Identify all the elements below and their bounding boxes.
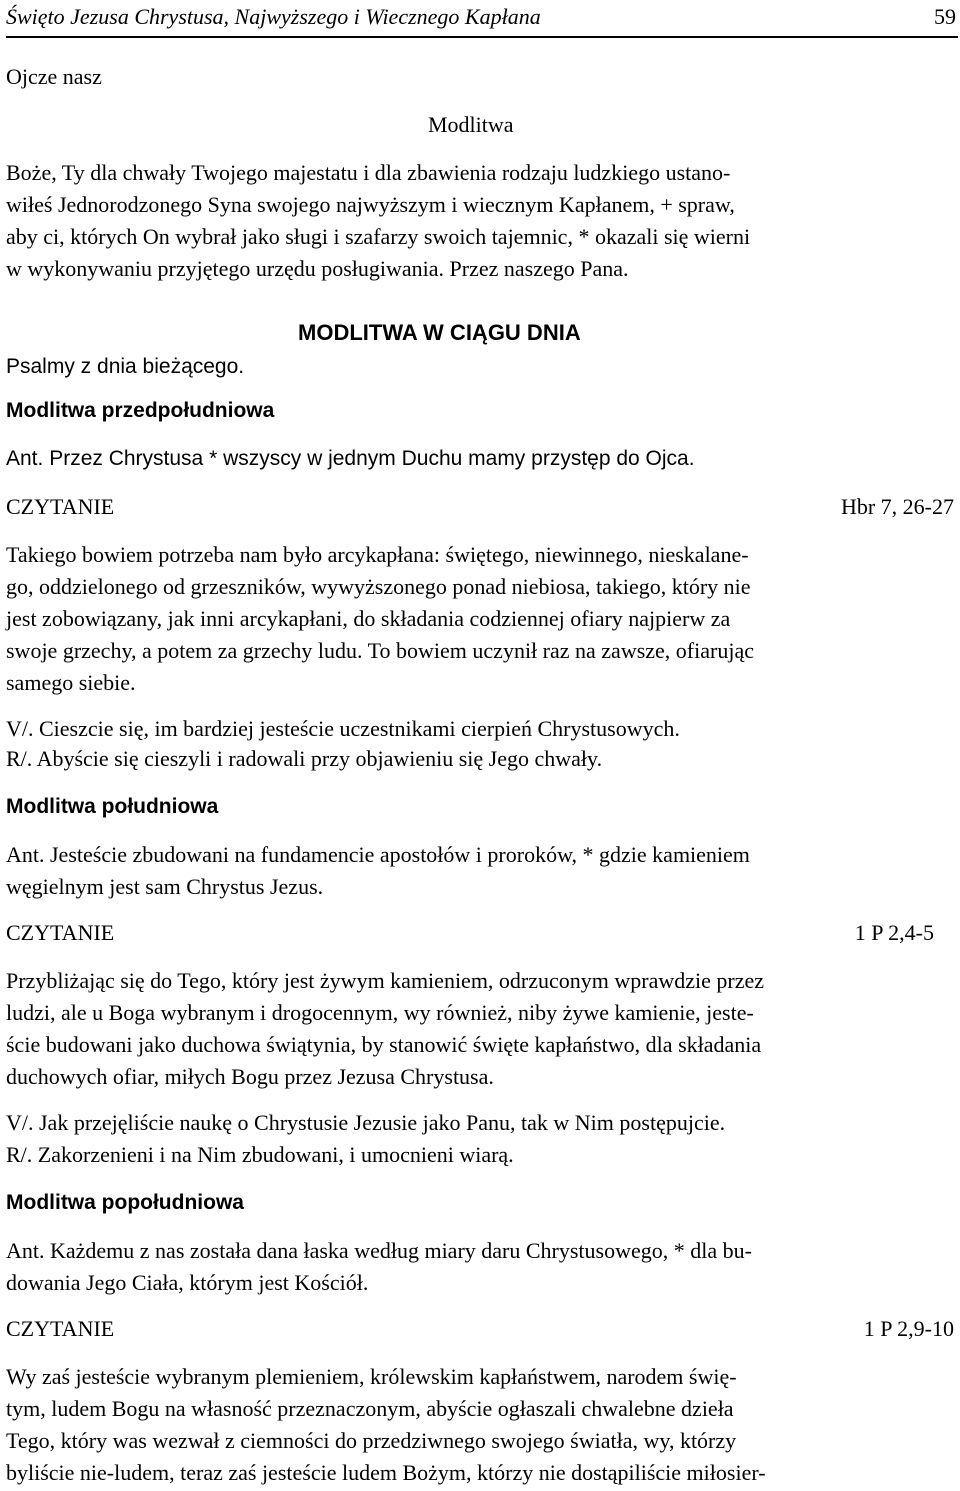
reading-label: CZYTANIE	[6, 494, 115, 519]
versicle: V/. Jak przejęliście naukę o Chrystusie Jezusie jako Panu, tak w Nim postępujcie.	[6, 1110, 726, 1135]
response: R/. Zakorzenieni i na Nim zbudowani, i umocnieni wiarą.	[6, 1142, 514, 1167]
reading-label: CZYTANIE	[6, 920, 115, 945]
reading-line: go, oddzielonego od grzeszników, wywyższonego ponad niebiosa, takiego, który nie	[6, 574, 751, 599]
reading-line: duchowych ofiar, miłych Bogu przez Jezusa Chrystusa.	[6, 1064, 494, 1089]
antiphon: Ant. Przez Chrystusa * wszyscy w jednym Duchu mamy przystęp do Ojca.	[6, 447, 695, 470]
reading-line: Takiego bowiem potrzeba nam było arcykapłana: świętego, niewinnego, nieskalane-	[6, 542, 749, 567]
page-number: 59	[934, 4, 956, 29]
antiphon-line: dowania Jego Ciała, którym jest Kościół.	[6, 1270, 369, 1295]
response: R/. Abyście się cieszyli i radowali przy objawieniu się Jego chwały.	[6, 746, 603, 771]
reading-line: Tego, który was wezwał z ciemności do przedziwnego swojego światła, wy, którzy	[6, 1428, 737, 1453]
reading-line: swoje grzechy, a potem za grzechy ludu. To bowiem uczynił raz na zawsze, ofiarując	[6, 638, 754, 663]
reading-line: byliście nie-ludem, teraz zaś jesteście ludem Bożym, którzy nie dostąpiliście miłosier-	[6, 1460, 766, 1485]
modlitwa-line: aby ci, których On wybrał jako sługi i szafarzy swoich tajemnic, * okazali się wierni	[6, 224, 751, 249]
running-title: Święto Jezusa Chrystusa, Najwyższego i Wiecznego Kapłana	[6, 4, 541, 29]
section-title-popoludniowa: Modlitwa popołudniowa	[6, 1191, 244, 1214]
antiphon-line: węgielnym jest sam Chrystus Jezus.	[6, 874, 324, 899]
antiphon-line: Ant. Każdemu z nas została dana łaska według miary daru Chrystusowego, * dla bu-	[6, 1238, 752, 1263]
reading-line: samego siebie.	[6, 670, 136, 695]
modlitwa-line: Boże, Ty dla chwały Twojego majestatu i dla zbawienia rodzaju ludzkiego ustano-	[6, 160, 731, 185]
reading-line: ludzi, ale u Boga wybranym i drogocennym, wy również, niby żywe kamienie, jeste-	[6, 1000, 754, 1025]
reading-line: tym, ludem Bogu na własność przeznaczonym, abyście ogłaszali chwalebne dzieła	[6, 1396, 734, 1421]
header-rule	[6, 36, 958, 38]
day-prayer-heading: MODLITWA W CIĄGU DNIA	[298, 320, 581, 345]
reading-reference: 1 P 2,9-10	[863, 1316, 954, 1341]
antiphon-line: Ant. Jesteście zbudowani na fundamencie apostołów i proroków, * gdzie kamieniem	[6, 842, 750, 867]
psalmy-note: Psalmy z dnia bieżącego.	[6, 355, 245, 378]
modlitwa-heading: Modlitwa	[428, 112, 514, 137]
reading-line: ście budowani jako duchowa świątynia, by stanowić święte kapłaństwo, dla składania	[6, 1032, 762, 1057]
reading-line: jest zobowiązany, jak inni arcykapłani, do składania codziennej ofiary najpierw za	[6, 606, 731, 631]
reading-label: CZYTANIE	[6, 1316, 115, 1341]
modlitwa-line: w wykonywaniu przyjętego urzędu posługiwania. Przez naszego Pana.	[6, 256, 629, 281]
section-title-poludniowa: Modlitwa południowa	[6, 795, 219, 818]
reading-reference: Hbr 7, 26-27	[840, 494, 954, 519]
versicle: V/. Cieszcie się, im bardziej jesteście uczestnikami cierpień Chrystusowych.	[6, 716, 680, 741]
modlitwa-line: wiłeś Jednorodzonego Syna swojego najwyższym i wiecznym Kapłanem, + spraw,	[6, 192, 735, 217]
reading-line: Przybliżając się do Tego, który jest żywym kamieniem, odrzuconym wprawdzie przez	[6, 968, 765, 993]
reading-reference: 1 P 2,4-5	[854, 920, 934, 945]
ojcze-nasz: Ojcze nasz	[6, 64, 102, 89]
reading-line: Wy zaś jesteście wybranym plemieniem, królewskim kapłaństwem, narodem świę-	[6, 1364, 737, 1389]
section-title-przedpoludniowa: Modlitwa przedpołudniowa	[6, 399, 275, 422]
